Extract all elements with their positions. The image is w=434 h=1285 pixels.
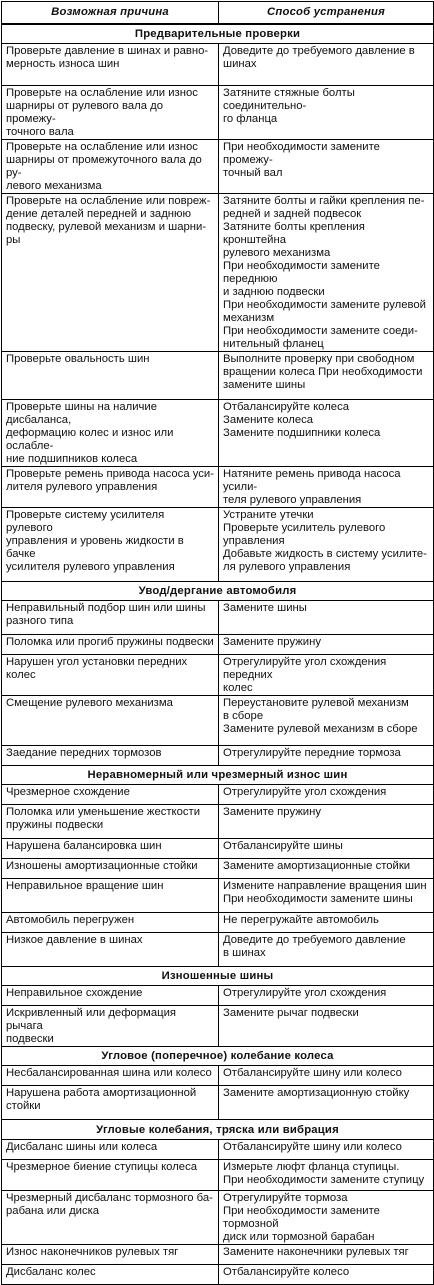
- table-row: [2, 601, 434, 635]
- table-row: [2, 1245, 434, 1265]
- cause-text-line: точного вала: [6, 126, 74, 138]
- cause-text-line: Проверьте шины на наличие дисбаланса,: [6, 401, 158, 426]
- cause-cell: [2, 655, 219, 696]
- remedy-cell: [219, 913, 434, 933]
- remedy-text-line: Отбалансируйте шину или колесо: [223, 1141, 402, 1153]
- remedy-text-line: Доведите до требуемого давление в: [223, 45, 415, 57]
- remedy-text-line: Выполните проверку при свободном: [223, 353, 415, 365]
- remedy-cell: [219, 508, 434, 582]
- troubleshooting-table: [1, 1, 434, 1285]
- cause-text-line: деформацию колес и износ или ослабле-: [6, 427, 174, 452]
- remedy-cell: [219, 1006, 434, 1047]
- remedy-text-line: Затяните болты и гайки крепления пе-: [223, 195, 425, 207]
- cause-cell: [2, 601, 219, 635]
- column-header-remedy: Способ устранения: [219, 2, 434, 24]
- table-row: [2, 655, 434, 696]
- cause-text-line: ры: [6, 234, 21, 246]
- remedy-text-line: Отрегулируйте передние тормоза: [223, 747, 401, 759]
- remedy-text-line: Отрегулируйте угол схождения: [223, 987, 387, 999]
- remedy-text-line: механизм: [223, 312, 275, 324]
- cause-text-line: усилителя рулевого управления: [6, 561, 175, 573]
- remedy-text-line: Затяните болты крепления кронштейна: [223, 221, 365, 246]
- cause-text-line: Искривленный или деформация рычага: [6, 1007, 176, 1032]
- remedy-text-line: вращении колеса При необходимости: [223, 366, 423, 378]
- remedy-text-line: При необходимости замените переднюю: [223, 260, 380, 285]
- remedy-text-line: управления: [223, 535, 285, 547]
- remedy-text-line: замените шины: [223, 379, 306, 391]
- table-row: [2, 805, 434, 839]
- cause-cell: [2, 1191, 219, 1245]
- remedy-cell: [219, 194, 434, 352]
- section-row: [2, 1047, 434, 1066]
- cause-cell: [2, 44, 219, 86]
- cause-text-line: Дисбаланс колес: [6, 1266, 96, 1278]
- remedy-cell: [219, 696, 434, 746]
- table-body: [2, 24, 434, 1285]
- column-header-cause: Возможная причина: [2, 2, 219, 24]
- section-title: Угловое (поперечное) колебание колеса: [2, 1047, 434, 1066]
- remedy-text-line: теля рулевого управления: [223, 494, 362, 506]
- remedy-cell: [219, 986, 434, 1006]
- cause-text-line: мерность износа шин: [6, 58, 120, 70]
- cause-text-line: Износ наконечников рулевых тяг: [6, 1246, 179, 1258]
- cause-text-line: Проверьте на ослабление или износ: [6, 141, 198, 153]
- table-row: [2, 1191, 434, 1245]
- remedy-cell: [219, 1066, 434, 1086]
- cause-cell: [2, 839, 219, 859]
- section-title: Неравномерный или чрезмерный износ шин: [2, 766, 434, 785]
- remedy-text-line: диск или тормозной барабан: [223, 1231, 375, 1243]
- remedy-text-line: в шинах: [223, 947, 266, 959]
- cause-text-line: подвески: [6, 1033, 54, 1045]
- section-row: [2, 1120, 434, 1140]
- remedy-text-line: точный вал: [223, 167, 283, 179]
- remedy-text-line: Натяните ремень привода насоса усили-: [223, 468, 401, 493]
- table-row: [2, 785, 434, 805]
- cause-text-line: управления и уровень жидкости в бачке: [6, 535, 184, 560]
- cause-text-line: Дисбаланс шины или колеса: [6, 1141, 158, 1153]
- cause-text-line: Проверьте на ослабление или износ: [6, 87, 198, 99]
- cause-text-line: стойки: [6, 1100, 41, 1112]
- cause-cell: [2, 194, 219, 352]
- remedy-text-line: При необходимости замените тормозной: [223, 1205, 380, 1230]
- remedy-text-line: Замените пружину: [223, 806, 321, 818]
- remedy-cell: [219, 400, 434, 467]
- remedy-cell: [219, 352, 434, 400]
- table-row: [2, 746, 434, 766]
- remedy-cell: [219, 601, 434, 635]
- table-row: [2, 913, 434, 933]
- remedy-text-line: Замените рычаг подвески: [223, 1007, 359, 1019]
- cause-text-line: Неправильное вращение шин: [6, 880, 164, 892]
- cause-text-line: дение деталей передней и заднюю: [6, 208, 191, 220]
- cause-text-line: лителя рулевого управления: [6, 481, 158, 493]
- cause-text-line: Неправильный подбор шин или шины: [6, 602, 206, 614]
- cause-text-line: левого механизма: [6, 180, 102, 192]
- cause-cell: [2, 467, 219, 508]
- table-row: [2, 696, 434, 746]
- section-row: [2, 24, 434, 44]
- section-row: [2, 582, 434, 601]
- cause-cell: [2, 986, 219, 1006]
- cause-cell: [2, 859, 219, 879]
- table-row: [2, 1160, 434, 1191]
- remedy-cell: [219, 140, 434, 194]
- remedy-text-line: колес: [223, 682, 253, 694]
- table-row: [2, 508, 434, 582]
- cause-text-line: Заедание передних тормозов: [6, 747, 162, 759]
- table-row: [2, 1066, 434, 1086]
- cause-text-line: Проверьте овальность шин: [6, 353, 150, 365]
- remedy-cell: [219, 1191, 434, 1245]
- remedy-text-line: При необходимости замените соеди-: [223, 325, 418, 337]
- cause-text-line: Поломка или прогиб пружины подвески: [6, 636, 214, 648]
- table-row: [2, 194, 434, 352]
- remedy-text-line: При необходимости замените промежу-: [223, 141, 380, 166]
- cause-text-line: Нарушена балансировка шин: [6, 840, 162, 852]
- remedy-text-line: Отрегулируйте тормоза: [223, 1192, 348, 1204]
- remedy-text-line: Замените амортизационную стойку: [223, 1087, 410, 1099]
- remedy-text-line: Переустановите рулевой механизм: [223, 697, 409, 709]
- cause-text-line: Нарушена работа амортизационной: [6, 1087, 197, 1099]
- remedy-cell: [219, 933, 434, 967]
- remedy-cell: [219, 839, 434, 859]
- cause-cell: [2, 1066, 219, 1086]
- table-row: [2, 1006, 434, 1047]
- table-row: [2, 859, 434, 879]
- remedy-text-line: редней и задней подвесок: [223, 208, 362, 220]
- cause-cell: [2, 913, 219, 933]
- table-row: [2, 879, 434, 913]
- remedy-text-line: Замените колеса: [223, 414, 314, 426]
- troubleshooting-sheet: [1, 1, 433, 1278]
- table-row: [2, 86, 434, 140]
- cause-cell: [2, 1086, 219, 1120]
- remedy-cell: [219, 805, 434, 839]
- cause-text-line: Проверьте на ослабление или повреж-: [6, 195, 211, 207]
- cause-cell: [2, 1140, 219, 1160]
- table-row: [2, 1265, 434, 1285]
- remedy-text-line: Замените шины: [223, 602, 307, 614]
- table-row: [2, 839, 434, 859]
- cause-cell: [2, 140, 219, 194]
- remedy-text-line: в сборе: [223, 710, 264, 722]
- section-title: Увод/дергание автомобиля: [2, 582, 434, 601]
- table-row: [2, 635, 434, 655]
- cause-cell: [2, 635, 219, 655]
- remedy-text-line: Доведите до требуемого давление: [223, 934, 406, 946]
- cause-text-line: Несбалансированная шина или колесо: [6, 1067, 212, 1079]
- cause-cell: [2, 933, 219, 967]
- remedy-text-line: Замените наконечники рулевых тяг: [223, 1246, 409, 1258]
- cause-cell: [2, 86, 219, 140]
- cause-text-line: Проверьте ремень привода насоса уси-: [6, 468, 214, 480]
- remedy-text-line: При необходимости замените рулевой: [223, 299, 426, 311]
- table-row: [2, 933, 434, 967]
- section-title: Предварительные проверки: [2, 24, 434, 44]
- cause-text-line: Неправильное схождение: [6, 987, 143, 999]
- table-row: [2, 44, 434, 86]
- remedy-cell: [219, 859, 434, 879]
- remedy-text-line: Отбалансируйте колесо: [223, 1266, 350, 1278]
- cause-cell: [2, 508, 219, 582]
- cause-text-line: Поломка или уменьшение жесткости: [6, 806, 201, 818]
- table-row: [2, 400, 434, 467]
- remedy-cell: [219, 635, 434, 655]
- remedy-cell: [219, 1086, 434, 1120]
- cause-text-line: пружины подвески: [6, 819, 104, 831]
- section-row: [2, 967, 434, 986]
- cause-cell: [2, 805, 219, 839]
- remedy-text-line: Отрегулируйте угол схождения передних: [223, 656, 387, 681]
- table-row: [2, 1140, 434, 1160]
- remedy-text-line: Добавьте жидкость в систему усилите-: [223, 548, 427, 560]
- cause-text-line: Чрезмерное схождение: [6, 786, 130, 798]
- cause-text-line: разного типа: [6, 615, 74, 627]
- remedy-text-line: При необходимости замените шины: [223, 893, 413, 905]
- remedy-cell: [219, 879, 434, 913]
- remedy-text-line: Затяните стяжные болты соединительно-: [223, 87, 355, 112]
- remedy-cell: [219, 1160, 434, 1191]
- table-header-row: [2, 2, 434, 24]
- remedy-text-line: Замените амортизационные стойки: [223, 860, 411, 872]
- cause-cell: [2, 1160, 219, 1191]
- remedy-text-line: Устраните утечки: [223, 509, 314, 521]
- cause-text-line: Низкое давление в шинах: [6, 934, 143, 946]
- remedy-text-line: Отбалансируйте шину или колесо: [223, 1067, 402, 1079]
- remedy-cell: [219, 1245, 434, 1265]
- remedy-text-line: Замените рулевой механизм в сборе: [223, 723, 418, 735]
- cause-text-line: Чрезмерное биение ступицы колеса: [6, 1161, 197, 1173]
- remedy-text-line: Замените подшипники колеса: [223, 427, 381, 439]
- section-title: Изношенные шины: [2, 967, 434, 986]
- remedy-text-line: Отрегулируйте угол схождения: [223, 786, 387, 798]
- cause-text-line: шарниры от рулевого вала до промежу-: [6, 100, 163, 125]
- table-row: [2, 467, 434, 508]
- cause-cell: [2, 352, 219, 400]
- remedy-text-line: Замените пружину: [223, 636, 321, 648]
- remedy-cell: [219, 655, 434, 696]
- cause-cell: [2, 1006, 219, 1047]
- cause-cell: [2, 400, 219, 467]
- remedy-text-line: и заднюю подвески: [223, 286, 325, 298]
- remedy-cell: [219, 746, 434, 766]
- remedy-cell: [219, 1140, 434, 1160]
- remedy-text-line: При необходимости замените ступицу: [223, 1174, 425, 1186]
- remedy-cell: [219, 785, 434, 805]
- remedy-cell: [219, 86, 434, 140]
- section-title: Угловые колебания, тряска или вибрация: [2, 1120, 434, 1140]
- remedy-text-line: шинах: [223, 58, 257, 70]
- cause-text-line: Чрезмерный дисбаланс тормозного ба-: [6, 1192, 213, 1204]
- remedy-cell: [219, 44, 434, 86]
- remedy-text-line: ля рулевого управления: [223, 561, 351, 573]
- cause-cell: [2, 696, 219, 746]
- remedy-text-line: Проверьте усилитель рулевого: [223, 522, 386, 534]
- remedy-text-line: Отбалансируйте колеса: [223, 401, 350, 413]
- section-row: [2, 766, 434, 785]
- cause-text-line: подвеску, рулевой механизм и шарни-: [6, 221, 207, 233]
- remedy-text-line: нительный фланец: [223, 338, 324, 350]
- cause-text-line: Проверьте систему усилителя рулевого: [6, 509, 165, 534]
- cause-text-line: Изношены амортизационные стойки: [6, 860, 198, 872]
- remedy-text-line: Отбалансируйте шины: [223, 840, 343, 852]
- cause-cell: [2, 879, 219, 913]
- remedy-text-line: го фланца: [223, 113, 278, 125]
- remedy-cell: [219, 1265, 434, 1285]
- cause-text-line: рабана или диска: [6, 1205, 100, 1217]
- remedy-text-line: рулевого механизма: [223, 247, 331, 259]
- table-row: [2, 352, 434, 400]
- cause-text-line: ние подшипников колеса: [6, 453, 138, 465]
- cause-cell: [2, 1265, 219, 1285]
- remedy-text-line: Не перегружайте автомобиль: [223, 914, 379, 926]
- remedy-text-line: Измените направление вращения шин: [223, 880, 427, 892]
- cause-text-line: Проверьте давление в шинах и равно-: [6, 45, 209, 57]
- remedy-text-line: Измерьте люфт фланца ступицы.: [223, 1161, 400, 1173]
- cause-text-line: Автомобиль перегружен: [6, 914, 135, 926]
- table-row: [2, 140, 434, 194]
- cause-cell: [2, 746, 219, 766]
- cause-text-line: Смещение рулевого механизма: [6, 697, 173, 709]
- table-row: [2, 1086, 434, 1120]
- remedy-cell: [219, 467, 434, 508]
- cause-text-line: шарниры от промежуточного вала до ру-: [6, 154, 202, 179]
- cause-cell: [2, 785, 219, 805]
- cause-cell: [2, 1245, 219, 1265]
- table-row: [2, 986, 434, 1006]
- cause-text-line: Нарушен угол установки передних колес: [6, 656, 188, 681]
